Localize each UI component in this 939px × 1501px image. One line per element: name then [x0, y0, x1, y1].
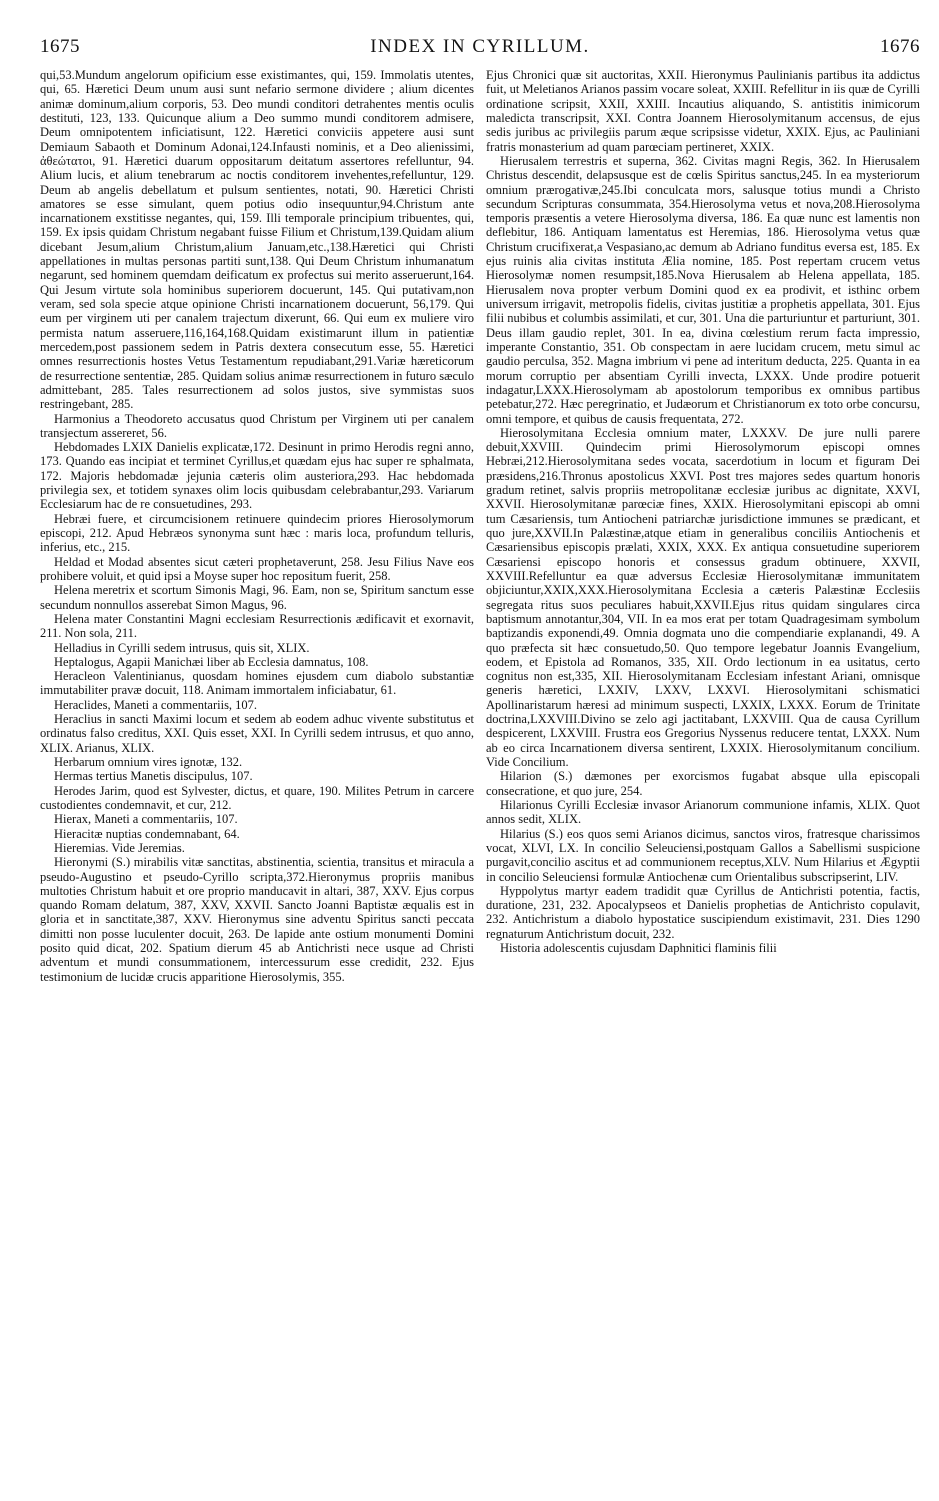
index-entry: Harmonius a Theodoreto accusatus quod Christum per Virginem uti per canalem transjectum assereret, 56.: [40, 411, 474, 440]
index-entry: Helena meretrix et scortum Simonis Magi, 96. Eam, non se, Spiritum sanctum esse secundum nonnullos asserebat Simon Magus, 96.: [40, 583, 474, 612]
index-entry: Hilarius (S.) eos quos semi Arianos dicimus, sanctos viros, fratresque charissimos vocat, XLVI, LX. In concilio Seleuciensi,postquam Gallos a Sabellismi suspicione purgavit,concilio ascitus et ad communionem receptus,XLV. Num Hilarius et Ægyptii in concilio Seleuciensi formulæ Antiochenæ cum Orientalibus subscripserint, LIV.: [486, 826, 920, 884]
index-entry: Helladius in Cyrilli sedem intrusus, quis sit, XLIX.: [54, 640, 310, 655]
index-entry: Hermas tertius Manetis discipulus, 107.: [54, 769, 253, 784]
index-entry: Helena mater Constantini Magni ecclesiam Resurrectionis ædificavit et exornavit, 211. Non sola, 211.: [40, 611, 474, 641]
page-title: INDEX IN CYRILLUM.: [370, 36, 590, 57]
index-entry: Hieremias. Vide Jeremias.: [54, 840, 185, 855]
index-entry: Hierusalem terrestris et superna, 362. Civitas magni Regis, 362. In Hierusalem Christus descendit, delapsusque est de cœlis Spiritus sanctus,245. In ea mysteriorum omnium prærogativæ,245.Ibi conculcata mors, salusque totius mundi a Christo secundum Scripturas consummata, 354.Hierosolyma vetus et nova,208.Hierosolyma temporis præsentis a vetere Hierosolyma diversa, 186. Ea quæ nunc est lamentis non deflebitur, 186. Antiquam lamentatus est Heremias, 186. Hierosolyma vetus quæ Christum crucifixerat,a Vespasiano,ac demum ab Adriano funditus eversa est, 185. Ex ejus ruinis alia civitas instituta Ælia nomine, 185. Post repertam crucem vetus Hierosolymæ nomen resumpsit,185.Nova Hierusalem ab Helena appellata, 185. Hierusalem nova propter verbum Domini quod ex ea prodivit, et isthinc orbem universum irrigavit, metropolis fidelis, civitas justitiæ a prophetis appellata, 301. Ejus filii nubibus et columbis assimilati, et cur, 301. Una die parturiuntur et parturiunt, 301. Deus illam gaudio replet, 301. In ea, divina cœlestium rerum facta impressio, imperante Constantio, 351. Ob conspectam in aere lucidam crucem, metu simul ac gaudio perculsa, 352. Magna imbrium vi pene ad interitum deducta, 225. Quanta in ea morum corruptio per absentiam Cyrilli invecta, LXXX. Unde prodire potuerit indagatur,LXXX.Hierosolymam ab apostolorum temporibus ex omnibus partibus petebatur,272. Hæc peregrinatio, et Judæorum et Christianorum ex toto orbe concursu, omni tempore, et quibus de causis frequentata, 272.: [486, 153, 920, 426]
index-entry: Herbarum omnium vires ignotæ, 132.: [54, 755, 243, 769]
index-entry: Heraclius in sancti Maximi locum et sedem ab eodem adhuc vivente substitutus et ordinatus falso creditus, XXI. Quis esset, XXI. In Cyrilli sedem intrusus, et quo anno, XLIX. Arianus, XLIX.: [40, 712, 474, 755]
page-number-right: 1676: [880, 36, 920, 57]
index-entry: Heracleon Valentinianus, quosdam homines ejusdem cum diabolo substantiæ immutabiliter pravæ docuit, 118. Animam immortalem inficiabatur, 61.: [40, 669, 474, 698]
index-entry: Heraclides, Maneti a commentariis, 107.: [54, 697, 258, 712]
left-column: [40, 68, 474, 1501]
index-entry: Heptalogus, Agapii Manichæi liber ab Ecclesia damnatus, 108.: [54, 654, 369, 669]
index-entry: Historia adolescentis cujusdam Daphnitici flaminis filii: [500, 941, 777, 956]
index-entry: Ejus Chronici quæ sit auctoritas, XXII. Hieronymus Paulinianis partibus ita addictus fuit, ut Meletianos Arianos passim vocare soleat, XXIII. Refellitur in iis quæ de Cyrilli ordinatione scripsit, XXII, XXIII. Incautius aliquando, S. antistitis inimicorum maledicta transcripsit, XXI. Contra Joannem Hierosolymitanum accensus, de ejus sedis juribus ac privilegiis parum æque scripsisse videtur, XXIX. Ejus, ac Pauliniani fratris monasterium ad quam parœciam pertineret, XXIX.: [486, 68, 920, 154]
index-entry: Hierax, Maneti a commentariis, 107.: [54, 812, 238, 827]
index-entry: Hebræi fuere, et circumcisionem retinuere quindecim priores Hierosolymorum episcopi, 212. Apud Hebræos synonyma sunt hæc : maris loca, profundum telluris, inferius, etc., 215.: [40, 511, 474, 555]
index-entry: Hebdomades LXIX Danielis explicatæ,172. Desinunt in primo Herodis regni anno, 173. Quando eas incipiat et terminet Cyrillus,et quædam ejus hac super re sphalmata, 172. Majoris hebdomadæ jejunia cæteris olim austeriora,293. Hac hebdomada privilegia sex, et totidem synaxes olim locis quibusdam celebrabantur,293. Variarum Ecclesiarum hac de re consuetudines, 293.: [40, 440, 474, 512]
index-entry: qui,53.Mundum angelorum opificium esse existimantes, qui, 159. Immolatis utentes, qui, 65. Hæretici Deum unum ausi sunt nefario sermone dividere ; alium dicentes animæ dominum,alium corporis, 53. Deo mundi conditori detrahentes mentis oculis destituti, 123, 133. Quicunque alium a Deo summo mundi conditorem admisere, Deum omnipotentem inficiatisunt, 122. Hæretici conviciis appetere ausi sunt Demiaum Sabaoth et Dominum Adonai,124.Infausti nominis, et a Deo alienissimi, ἀθεώτατοι, 91. Hæretici duarum oppositarum deitatum assertores refelluntur, 94. Alium lucis, et alium tenebrarum ac noctis conditorem invehentes,refelluntur, 129. Deum ab angelis debellatum et pulsum sentientes, notati, 90. Hæretici Christi amatores se esse simulant, quem potius odio insequuntur,94.Christum ante incarnationem exstitisse negantes, qui, 159. Illi temporale principium tribuentes, qui, 159. Ex ipsis quidam Christum negabant fuisse Filium et Christum,139.Quidam alium dicebant Jesum,alium Christum,alium Januam,etc.,138.Hæretici qui Christi appellationes in multas personas partiti sunt,138. Qui Deum Christum inhumanatum negarunt, sed hominem quemdam deificatum ex profectus sui merito asseruerunt,164. Qui Jesum virtute sola hominibus superiorem docuerunt, 145. Qui putativam,non veram, sed sola specie atque opinione Christi incarnationem docuerunt, 56,179. Qui eum per virginem uti per canalem trajectum dixerunt, 66. Qui eum ex muliere viro permista natum asseruere,116,164,168.Quidam existimarunt illum in patientiæ mercedem,post passionem sedem in Patris dextera consecutum esse, 55. Hæretici omnes resurrectionis hostes Vetus Testamentum repudiabant,291.Variæ hæreticorum de resurrectione sententiæ, 285. Quidam solius animæ resurrectionem in futuro sæculo admittebant, 285. Tales resurrectionem ad solos justos, sive symmistas suos restringebant, 285.: [40, 68, 474, 412]
index-entry: Hilarion (S.) dæmones per exorcismos fugabat absque ulla episcopali consecratione, et quo jure, 254.: [486, 769, 920, 798]
page-number-left: 1675: [40, 36, 80, 57]
right-column: [486, 68, 920, 1501]
index-entry: Hyppolytus martyr eadem tradidit quæ Cyrillus de Antichristi potentia, factis, duratione, 231, 232. Apocalypseos et Danielis prophetias de Antichristo copulavit, 232. Antichristum a diabolo hypostatice suscipiendum existimavit, 231. Dies 1290 regnaturum Antichristum docuit, 232.: [486, 883, 920, 941]
page-header: [40, 36, 920, 60]
index-entry: Hilarionus Cyrilli Ecclesiæ invasor Arianorum communione infamis, XLIX. Quot annos sedit, XLIX.: [486, 797, 920, 827]
index-entry: Hierosolymitana Ecclesia omnium mater, LXXXV. De jure nulli parere debuit,XXVIII. Quindecim primi Hierosolymorum episcopi omnes Hebræi,212.Hierosolymitana sedes vocata, sacerdotium in locum et figuram Dei præsidens,216.Thronus apostolicus XXVI. Post tres majores sedes quartum honoris gradum retinet, salvis propriis metropolitanæ ecclesiæ juribus ac dignitate, XXVI, XXVII. Hierosolymitanæ parœciæ fines, XXIX. Hierosolymitani episcopi ab omni tum Cæsariensis, tum Antiocheni patriarchæ jurisdictione immunes se prædicant, et quo jure,XXVII.In Palæstinæ,atque etiam in generalibus conciliis Antiochenis et Cæsariensibus episcopis prælati, XXIX, XXX. Ex antiqua consuetudine superiorem Cæsariensi episcopo honoris et consessus gradum obtinuere, XXVII, XXVIII.Refelluntur ea quæ adversus Ecclesiæ Hierosolymitanæ immunitatem objiciuntur,XXIX,XXX.Hierosolymitana Ecclesia a cæteris Palæstinæ Ecclesiis segregata ritus suos peculiares habuit,XXVII.Ejus ritus quidam singulares circa baptismum annotantur,304, VII. In ea mos erat per totam Quadragesimam symbolum baptizandis exponendi,49. Omnia dogmata uno die compendiarie explanandi, 49. A quo præfecta sit hæc consuetudo,50. Quo tempore legebatur Joannis Evangelium, eodem, et Epistola ad Romanos, 335, XII. Ordo lectionum in ea usitatus, certo cognitus non est,335, XII. Hierosolymitanam Ecclesiam infestant Ariani, omnisque generis hæretici, LXXIV, LXXV, LXXVI. Hierosolymitani schismatici Apollinaristarum hæresi ad minimum suspecti, LXXIX, LXXX. Eorum de Trinitate doctrina,LXXVIII.Divino se zelo agi jactitabant, LXXVIII. Qua de causa Cyrillum despicerent, LXXVIII. Frustra eos Gregorius Nyssenus reducere tentat, LXXX. Num ab eo circa Incarnationem diversa sentirent, LXXIX. Hierosolymitanum concilium. Vide Concilium.: [486, 425, 920, 769]
index-entry: Hieronymi (S.) mirabilis vitæ sanctitas, abstinentia, scientia, transitus et miracula a pseudo-Augustino et pseudo-Cyrillo scripta,372.Hieronymus propriis manibus multoties Christum habuit et ore proprio manducavit in altari, 387, XXV. Ejus corpus quando Romam delatum, 387, XXV, XXVII. Sancto Joanni Baptistæ æqualis est in gloria et in sanctitate,387, XXV. Hieronymus sine adventu Spiritus sancti peccata dimitti non posse luculenter docuit, 263. De lapide ante ostium monumenti Domini posito quid dicat, 202. Spatium dierum 45 ab Antichristi nece usque ad Christi adventum et mundi consummationem, intercessurum esse credidit, 232. Ejus testimonium de lucidæ crucis apparitione Hierosolymis, 355.: [40, 855, 474, 984]
index-entry: Heldad et Modad absentes sicut cæteri prophetaverunt, 258. Jesu Filius Nave eos prohibere voluit, et quid ipsi a Moyse super hoc repositum fuerit, 258.: [40, 554, 474, 583]
index-entry: Herodes Jarim, quod est Sylvester, dictus, et quare, 190. Milites Petrum in carcere custodientes condemnavit, et cur, 212.: [40, 783, 474, 812]
index-entry: Hieracitæ nuptias condemnabant, 64.: [54, 826, 240, 841]
